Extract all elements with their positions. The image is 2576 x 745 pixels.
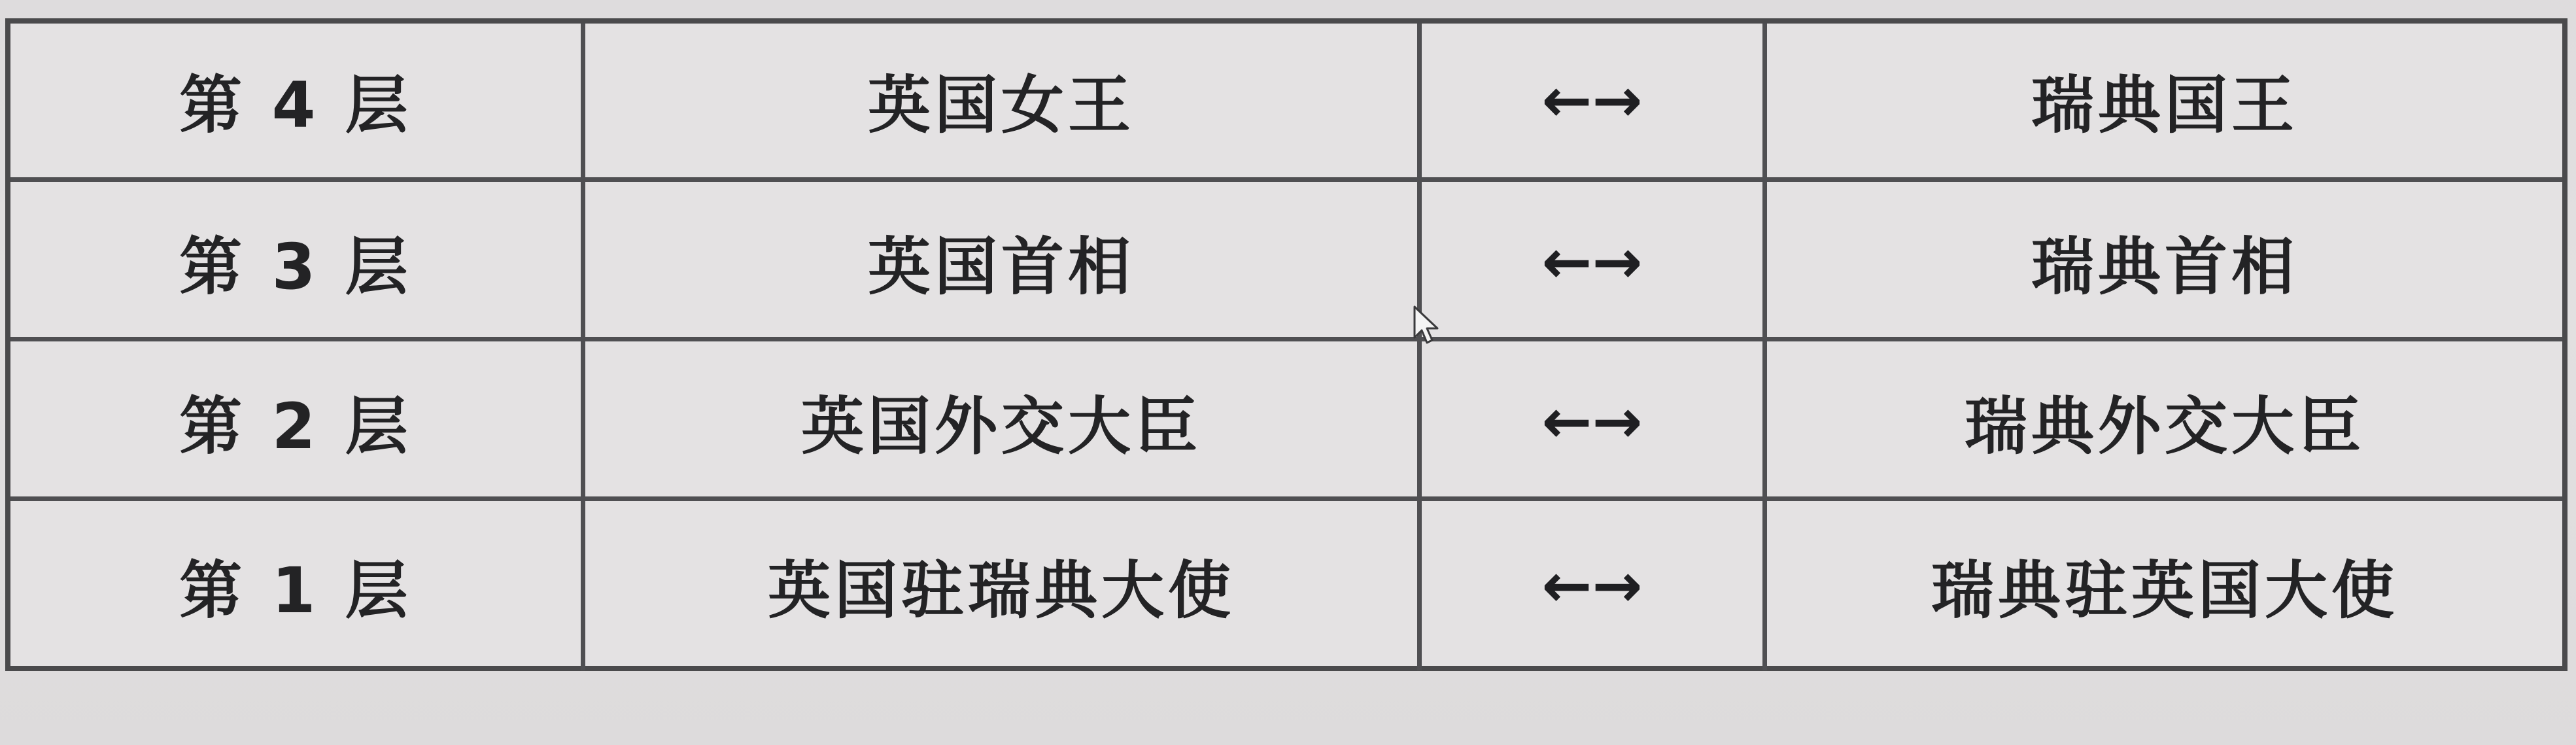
relation-arrow-cell: ←→ bbox=[1422, 182, 1767, 341]
relation-arrow-cell: ←→ bbox=[1422, 341, 1767, 501]
uk-position-cell: 英国女王 bbox=[585, 24, 1422, 177]
hierarchy-table bbox=[5, 18, 2567, 671]
sweden-position-cell: 瑞典国王 bbox=[2031, 69, 2298, 142]
table-row bbox=[10, 337, 2562, 501]
mouse-cursor-icon bbox=[1413, 305, 1441, 347]
table-row bbox=[10, 496, 2562, 670]
level-cell: 第 3 层 bbox=[10, 182, 585, 341]
sweden-position-cell: 瑞典首相 bbox=[2031, 230, 2298, 303]
table-row bbox=[10, 24, 2562, 177]
uk-position-cell: 英国驻瑞典大使 bbox=[585, 501, 1422, 670]
relation-arrow-cell: ←→ bbox=[1422, 24, 1767, 177]
relation-arrow-cell: ←→ bbox=[1422, 501, 1767, 670]
level-cell: 第 4 层 bbox=[10, 24, 585, 177]
level-cell: 第 1 层 bbox=[10, 501, 585, 670]
uk-position-cell: 英国外交大臣 bbox=[585, 341, 1422, 501]
sweden-position-cell: 瑞典驻英国大使 bbox=[1931, 554, 2398, 627]
uk-position-cell: 英国首相 bbox=[585, 182, 1422, 341]
sweden-position-cell: 瑞典外交大臣 bbox=[1965, 389, 2365, 463]
table-row bbox=[10, 177, 2562, 341]
level-cell: 第 2 层 bbox=[10, 341, 585, 501]
